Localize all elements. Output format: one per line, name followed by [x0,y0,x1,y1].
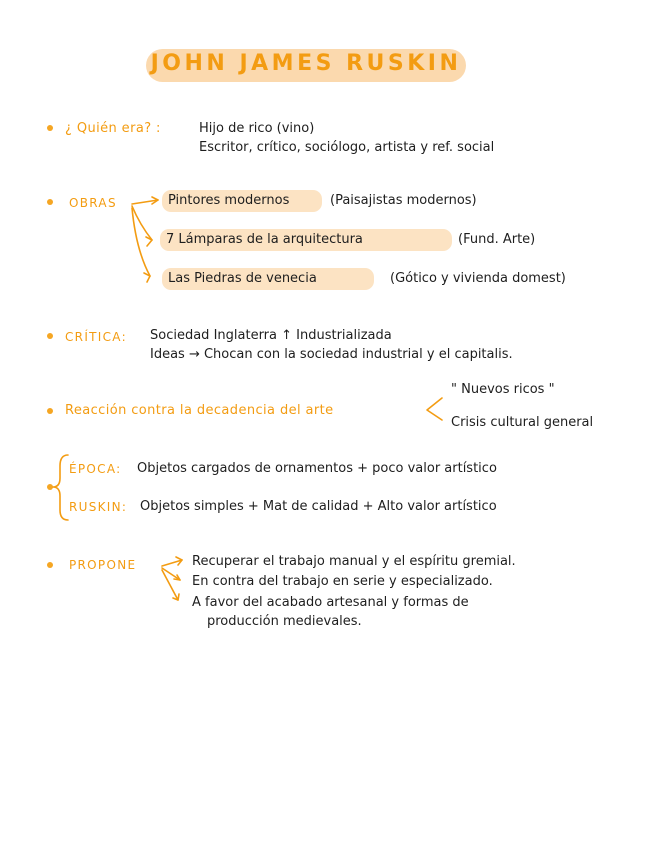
propone-item-4: producción medievales. [207,614,362,629]
obra-title-3: Las Piedras de venecia [168,271,317,286]
propone-label: PROPONE [69,558,137,572]
critica-line-2: Ideas → Chocan con la sociedad industrial y el capitalis. [150,347,513,362]
propone-item-1: Recuperar el trabajo manual y el espíritu gremial. [192,554,516,569]
obra-title-1: Pintores modernos [168,193,290,208]
reaccion-item-2: Crisis cultural general [451,415,594,430]
propone-item-3: A favor del acabado artesanal y formas de [192,595,469,610]
quien-label: ¿ Quién era? : [65,121,161,136]
epoca-label: ÉPOCA: [69,462,122,476]
reaccion-item-1: " Nuevos ricos " [451,382,555,397]
epoca-text: Objetos cargados de ornamentos + poco valor artístico [137,461,497,476]
critica-label: CRÍTICA: [65,330,127,344]
ruskin-label: RUSKIN: [69,500,128,514]
quien-line-1: Hijo de rico (vino) [199,121,315,136]
critica-line-1: Sociedad Inglaterra ↑ Industrializada [150,328,392,343]
obra-note-2: (Fund. Arte) [458,232,536,247]
obras-label: OBRAS [69,196,117,210]
reaccion-label: Reacción contra la decadencia del arte [65,403,334,418]
ruskin-text: Objetos simples + Mat de calidad + Alto valor artístico [140,499,497,514]
page-title: JOHN JAMES RUSKIN [150,51,462,76]
obra-note-1: (Paisajistas modernos) [330,193,477,208]
quien-line-2: Escritor, crítico, sociólogo, artista y ref. social [199,140,495,155]
obra-note-3: (Gótico y vivienda domest) [390,271,566,286]
propone-item-2: En contra del trabajo en serie y especializado. [192,574,493,589]
obra-title-2: 7 Lámparas de la arquitectura [166,232,363,247]
